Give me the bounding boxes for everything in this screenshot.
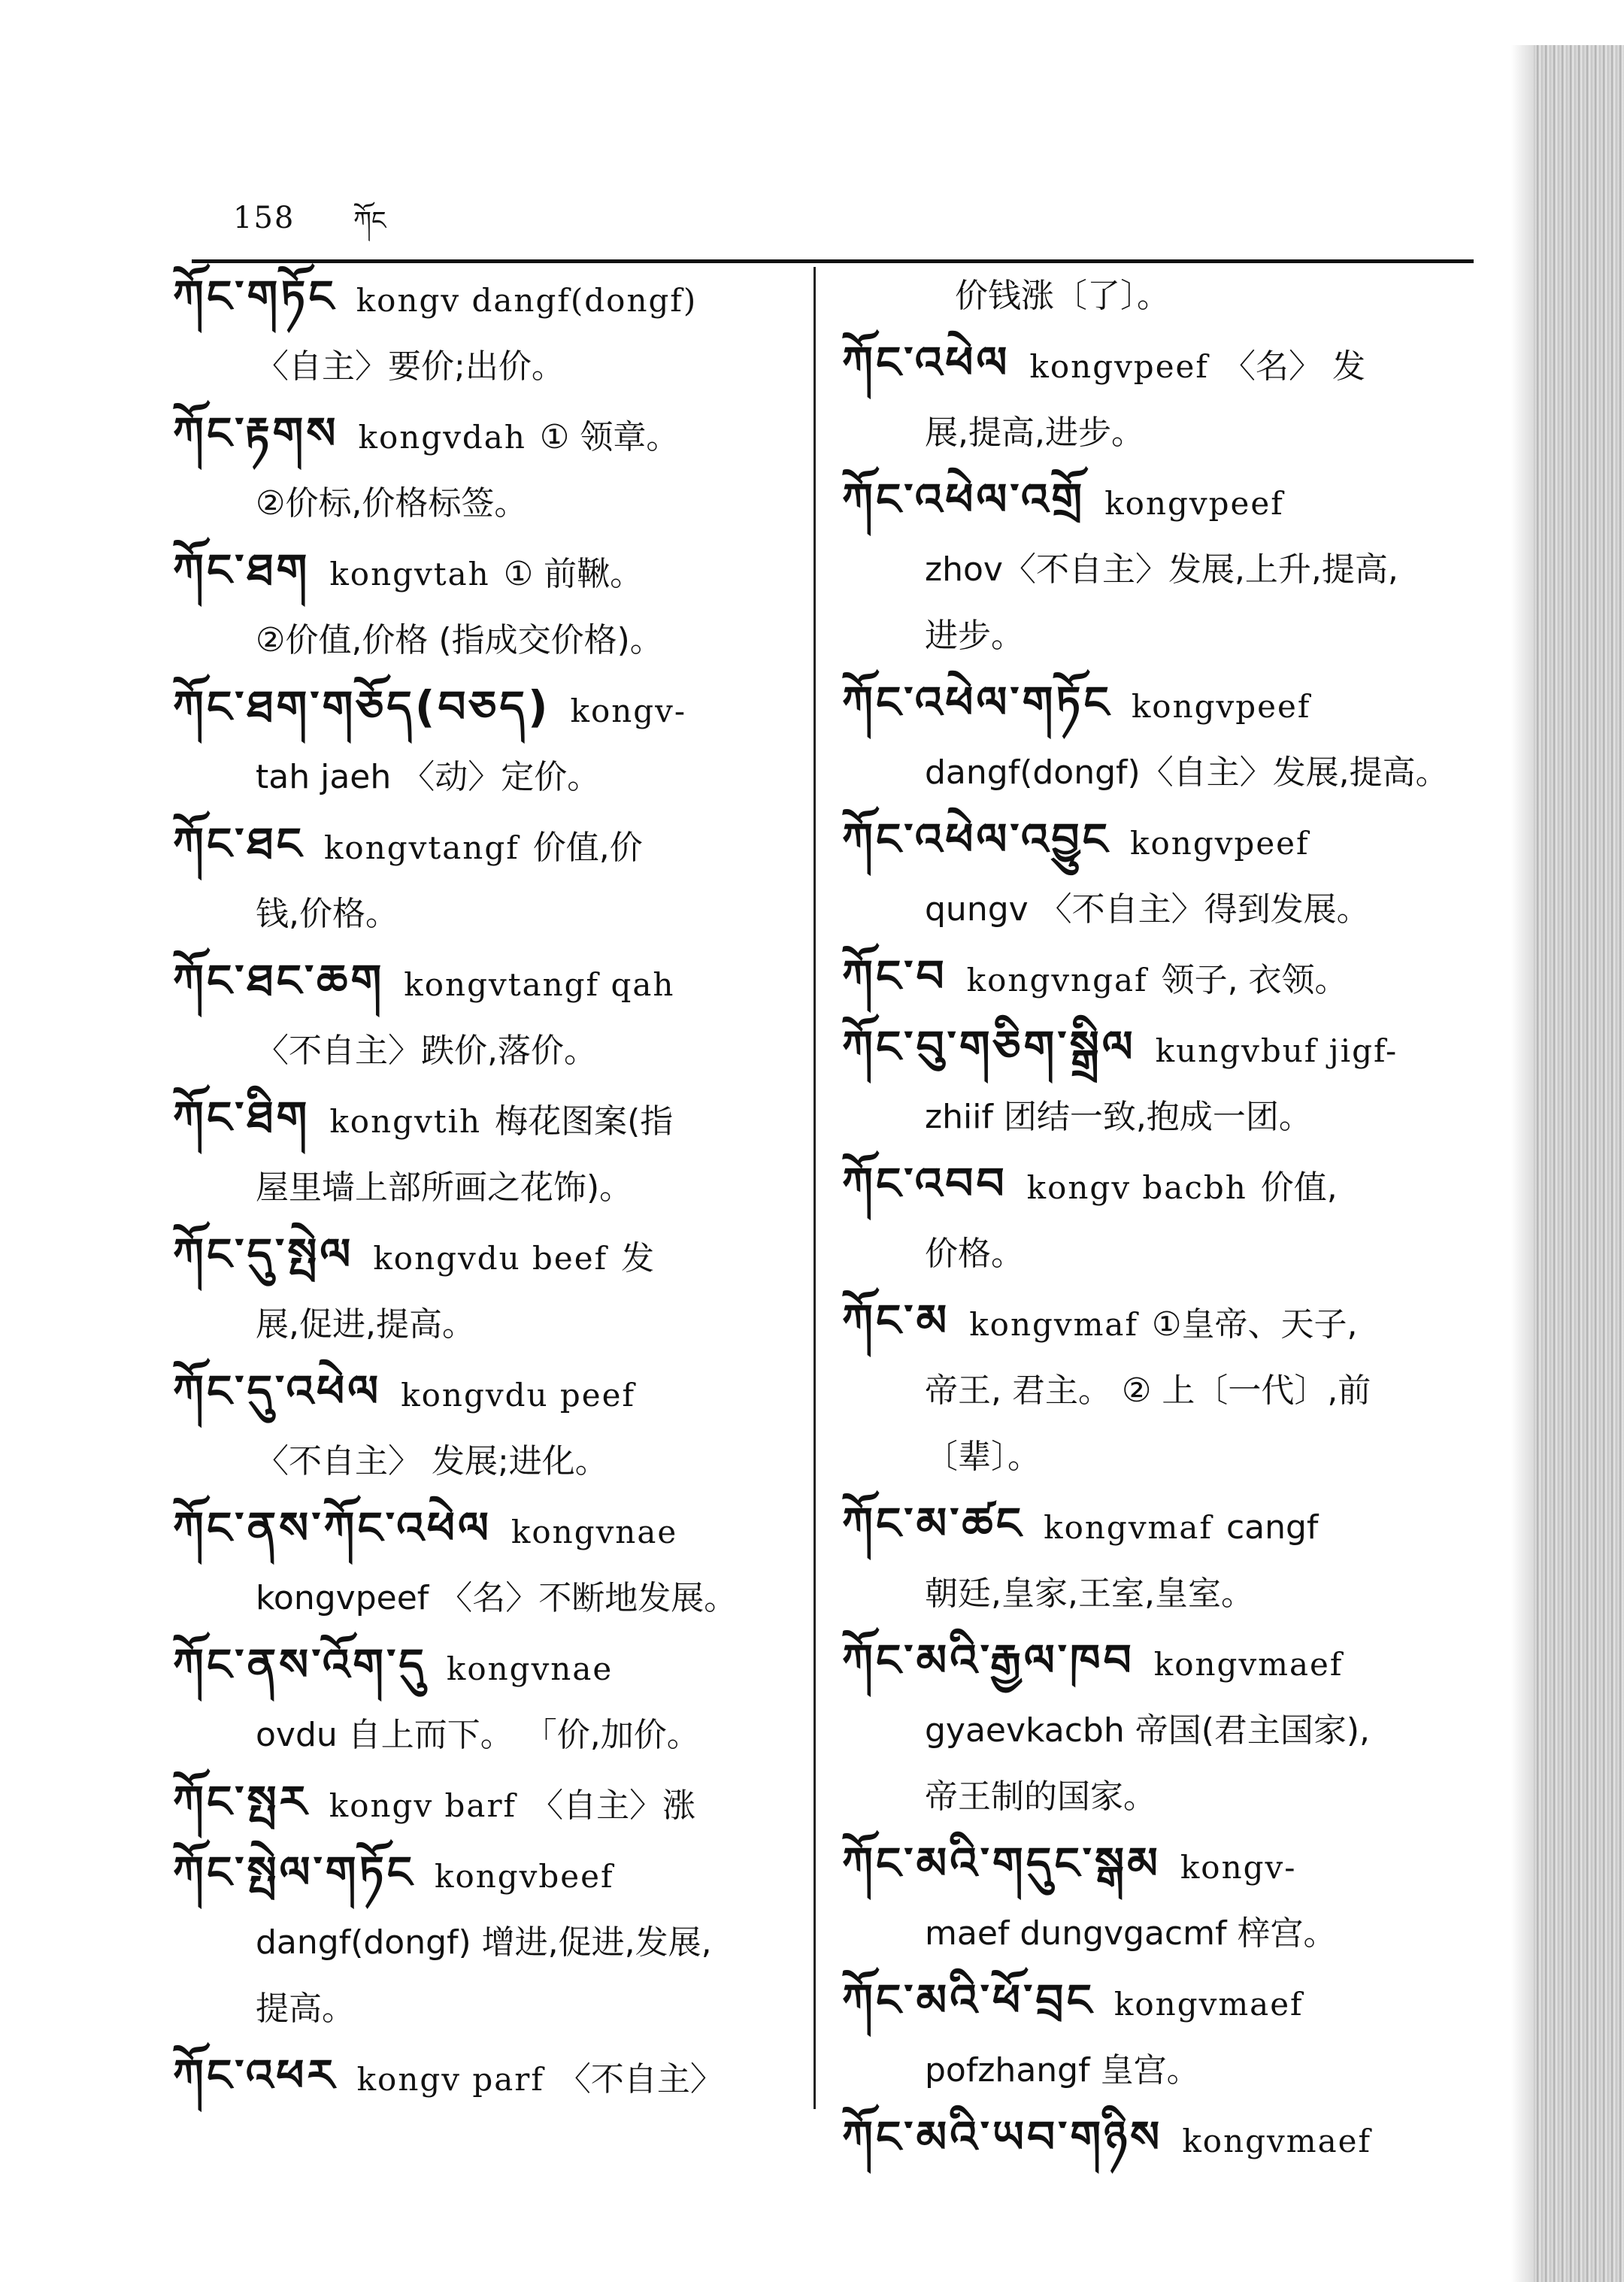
romanization: kongvpeef xyxy=(1029,348,1209,385)
tibetan-headword: ཀོང་རྟགས xyxy=(173,408,339,459)
romanization: kongv- xyxy=(570,692,687,729)
tibetan-headword: ཀོང་ཐང་ཆག xyxy=(173,955,385,1006)
romanization: kongvpeef xyxy=(1131,688,1311,725)
tibetan-headword: ཀོང་ཐིག xyxy=(173,1092,311,1143)
entry-headline xyxy=(173,1221,804,1292)
definition-continued: ②价值,价格 (指成交价格)。 xyxy=(256,621,663,659)
definition: 梅花图案(指 xyxy=(495,1102,674,1141)
entry-headline xyxy=(173,537,804,608)
tibetan-headword: ཀོང་མ་ཚང xyxy=(842,1498,1025,1549)
entry-headline xyxy=(173,263,804,334)
tibetan-headword: ཀོང་འཕེལ་འགྲོ xyxy=(842,474,1086,525)
entry-headline xyxy=(842,943,1489,1014)
definition-continued: 提高。 xyxy=(256,1990,355,2028)
definition-continued: 〈自主〉要价;出价。 xyxy=(256,347,565,386)
definition-continued: zhov〈不自主〉发展,上升,提高, xyxy=(925,550,1398,589)
definition-continued: qungv 〈不自主〉得到发展。 xyxy=(925,890,1370,929)
entry-headline xyxy=(842,466,1489,537)
romanization: kongvmaef xyxy=(1182,2123,1372,2159)
romanization: kongvtangf qah xyxy=(404,966,675,1003)
entry-headline xyxy=(173,1632,804,1702)
romanization: kongv barf xyxy=(329,1787,517,1824)
definition-continued: 朝廷,皇家,王室,皇室。 xyxy=(925,1574,1254,1613)
romanization: kongvmaf xyxy=(969,1306,1139,1343)
definition-continued: 展,促进,提高。 xyxy=(256,1305,475,1344)
tibetan-headword: ཀོང་ཐག xyxy=(173,544,311,596)
definition: 发 xyxy=(621,1239,655,1277)
definition-continued: ovdu 自上而下。 「价,加价。 xyxy=(256,1716,700,1754)
entry-headline xyxy=(173,1358,804,1429)
romanization: kongvbeef xyxy=(435,1858,614,1895)
definition: 领子, 衣领。 xyxy=(1161,961,1348,999)
definition-continued: 钱,价格。 xyxy=(256,895,398,933)
entry-headline xyxy=(173,674,804,744)
tibetan-headword: ཀོང་བུ་གཅིག་སྒྲིལ xyxy=(842,1021,1136,1072)
romanization: kongv- xyxy=(1180,1849,1297,1886)
definition: cangf xyxy=(1226,1508,1319,1547)
entry-headline xyxy=(842,1627,1489,1698)
page-number: 158 xyxy=(233,201,295,235)
tibetan-headword: ཀོང་དུ་འཕེལ xyxy=(173,1365,382,1417)
entry-headline xyxy=(173,2042,804,2113)
definition: 价值, xyxy=(1260,1168,1338,1207)
page-gutter-shadow xyxy=(1511,45,1534,2282)
definition-continued: ②价标,价格标签。 xyxy=(256,484,528,523)
tibetan-headword: ཀོང་མའི་རྒྱལ་ཁབ xyxy=(842,1635,1135,1686)
definition: 〈名〉 发 xyxy=(1222,347,1365,386)
tibetan-headword: ཀོང་སྤེལ་གཏོང xyxy=(173,1847,415,1898)
tibetan-headword: ཀོང་ཐག་གཅོད(བཅད) xyxy=(173,681,551,732)
tibetan-headword: ཀོང་འཕེལ xyxy=(842,337,1010,388)
tibetan-headword: ཀོང་མ xyxy=(842,1295,950,1346)
entry-headline xyxy=(842,329,1489,400)
entry-headline xyxy=(842,1287,1489,1358)
romanization: kongvpeef xyxy=(1104,485,1284,522)
tibetan-headword: ཀོང་མའི་ཡབ་གཉིས xyxy=(842,2111,1163,2162)
romanization: kongvdah xyxy=(358,419,526,456)
tibetan-headword: ཀོང་ཐང xyxy=(173,818,304,869)
entry-headline xyxy=(842,806,1489,877)
tibetan-headword: ཀོང་མའི་གདུང་སྒམ xyxy=(842,1838,1161,1889)
definition-continued: dangf(dongf) 增进,促进,发展, xyxy=(256,1923,712,1962)
entry-headline xyxy=(842,1830,1489,1901)
tibetan-headword: ཀོང་འཕར xyxy=(173,2050,338,2101)
entry-headline xyxy=(173,947,804,1018)
tibetan-headword: ཀོང་དུ་སྤེལ xyxy=(173,1229,354,1280)
romanization: kongvtangf xyxy=(323,829,520,866)
romanization: kungvbuf jigf- xyxy=(1155,1032,1398,1069)
romanization: kongvpeef xyxy=(1130,825,1310,862)
definition: 〈不自主〉 xyxy=(557,2060,723,2099)
romanization: kongvmaef xyxy=(1153,1646,1344,1683)
definition-continued: 屋里墙上部所画之花饰)。 xyxy=(256,1168,633,1207)
definition-continued: maef dungvgacmf 梓宫。 xyxy=(925,1914,1337,1953)
definition: ① 领章。 xyxy=(539,418,680,456)
entry-headline xyxy=(173,811,804,881)
definition-continued: 价钱涨〔了〕。 xyxy=(955,277,1170,315)
definition-continued: gyaevkacbh 帝国(君主国家), xyxy=(925,1711,1371,1750)
definition-continued: 价格。 xyxy=(925,1235,1024,1273)
entry-headline xyxy=(173,400,804,471)
romanization: kongv bacbh xyxy=(1026,1169,1247,1206)
entry-headline xyxy=(173,1839,804,1910)
entry-headline xyxy=(173,1084,804,1155)
entry-headline xyxy=(842,1150,1489,1221)
tibetan-headword: ཀོང་སྤར xyxy=(173,1776,310,1827)
definition-continued: 〔辈〕。 xyxy=(925,1438,1041,1476)
definition: 价值,价 xyxy=(532,829,643,867)
entry-headline xyxy=(842,1967,1489,2038)
tibetan-headword: ཀོང་བ xyxy=(842,950,947,1002)
definition-continued: 〈不自主〉跌价,落价。 xyxy=(256,1032,597,1070)
romanization: kongv dangf(dongf) xyxy=(356,282,698,319)
romanization: kongvmaf xyxy=(1044,1509,1213,1546)
tibetan-headword: ཀོང་གཏོང xyxy=(173,271,337,322)
tibetan-headword: ཀོང་འཕེལ་གཏོང xyxy=(842,677,1112,728)
definition-continued: kongvpeef 〈名〉不断地发展。 xyxy=(256,1579,738,1617)
romanization: kongvnae xyxy=(511,1514,678,1550)
definition: ①皇帝、天子, xyxy=(1152,1305,1358,1344)
romanization: kongvnae xyxy=(446,1650,614,1687)
entry-headline xyxy=(842,669,1489,740)
definition: ① 前鞦。 xyxy=(503,555,644,593)
entry-headline xyxy=(842,1014,1489,1084)
definition-continued: pofzhangf 皇宫。 xyxy=(925,2051,1200,2090)
tibetan-headword: ཀོང་ནས་འོག་དུ xyxy=(173,1639,427,1690)
definition-continued: 帝王, 君主。 ② 上〔一代〕,前 xyxy=(925,1371,1371,1410)
definition-continued: 展,提高,进步。 xyxy=(925,414,1144,452)
entry-headline xyxy=(842,1490,1489,1561)
definition-continued: tah jaeh 〈动〉定价。 xyxy=(256,758,601,796)
tibetan-headword: ཀོང་མའི་ཕོ་བྲང xyxy=(842,1974,1095,2026)
page-edge xyxy=(1534,45,1624,2282)
romanization: kongvmaef xyxy=(1113,1986,1304,2023)
definition-continued: 进步。 xyxy=(925,617,1024,655)
romanization: kongv parf xyxy=(356,2061,544,2098)
tibetan-headword: ཀོང་འབབ xyxy=(842,1158,1007,1209)
column-divider xyxy=(814,267,816,2109)
page-header xyxy=(192,192,1485,259)
romanization: kongvtah xyxy=(329,556,490,592)
romanization: kongvdu peef xyxy=(401,1377,635,1414)
romanization: kongvdu beef xyxy=(373,1240,608,1277)
romanization: kongvtih xyxy=(329,1103,482,1140)
romanization: kongvngaf xyxy=(966,962,1148,999)
left-column xyxy=(173,263,804,2113)
entry-headline xyxy=(173,1495,804,1565)
tibetan-headword: ཀོང་ནས་ཀོང་འཕེལ xyxy=(173,1502,492,1553)
definition: 〈自主〉涨 xyxy=(530,1787,696,1825)
entry-headline xyxy=(173,1768,804,1839)
tibetan-headword: ཀོང་འཕེལ་འབྱུང xyxy=(842,814,1111,865)
running-headword: ཀོང xyxy=(353,206,386,236)
definition-continued: 〈不自主〉 发展;进化。 xyxy=(256,1442,608,1480)
right-column xyxy=(842,263,1489,2174)
definition-continued: dangf(dongf)〈自主〉发展,提高。 xyxy=(925,753,1449,792)
definition-continued: zhiif 团结一致,抱成一团。 xyxy=(925,1098,1312,1136)
entry-headline xyxy=(842,2104,1489,2174)
definition-continued: 帝王制的国家。 xyxy=(925,1777,1156,1816)
